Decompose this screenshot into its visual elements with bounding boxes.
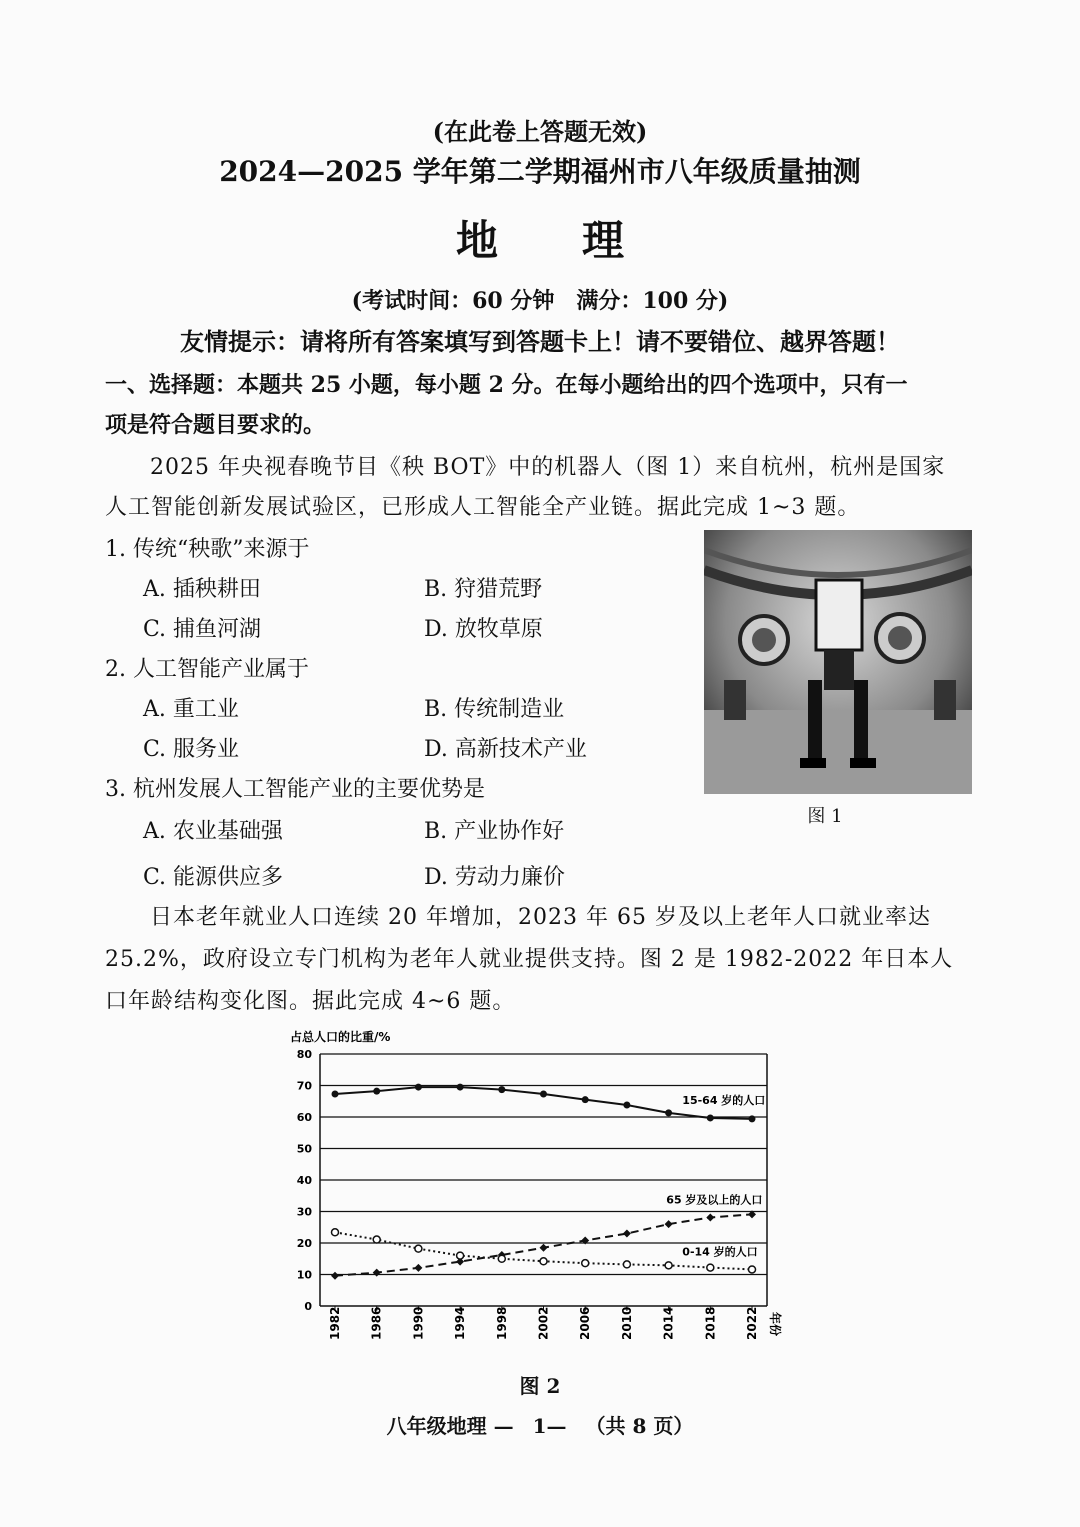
question-3-option-c: C. 能源供应多 <box>143 865 284 890</box>
figure-2-caption: 图 2 <box>519 1374 561 1398</box>
question-3-option-a: A. 农业基础强 <box>143 819 283 844</box>
data-point <box>498 1255 505 1262</box>
passage2-line3: 口年龄结构变化图。据此完成 4~6 题。 <box>105 989 516 1014</box>
invalid-notice: (在此卷上答题无效) <box>432 117 648 146</box>
y-tick-label: 10 <box>296 1268 312 1282</box>
question-1-option-d: D. 放牧草原 <box>424 617 543 642</box>
x-tick-label: 2010 <box>619 1306 634 1340</box>
y-tick-label: 20 <box>296 1237 312 1250</box>
data-point <box>332 1229 339 1236</box>
figure-1-robot-photo <box>704 530 972 794</box>
data-point <box>540 1091 547 1098</box>
exam-title: 2024—2025 学年第二学期福州市八年级质量抽测 <box>219 155 861 188</box>
passage1-line2: 人工智能创新发展试验区，已形成人工智能全产业链。据此完成 1~3 题。 <box>105 495 861 520</box>
x-tick-label: 2014 <box>661 1306 676 1340</box>
data-point <box>665 1109 672 1116</box>
y-tick-label: 50 <box>296 1142 312 1156</box>
data-point <box>373 1236 380 1243</box>
data-point <box>706 1213 714 1221</box>
data-point <box>623 1230 631 1238</box>
series-label: 65 岁及以上的人口 <box>666 1193 763 1207</box>
question-2-option-b: B. 传统制造业 <box>424 697 565 722</box>
question-1-option-a: A. 插秧耕田 <box>143 577 261 602</box>
question-3-option-d: D. 劳动力廉价 <box>424 865 565 890</box>
robot-photo-illustration <box>704 530 972 794</box>
data-point <box>414 1264 422 1272</box>
data-point <box>540 1258 547 1265</box>
data-point <box>582 1096 589 1103</box>
y-tick-label: 80 <box>296 1048 312 1061</box>
question-3-option-b: B. 产业协作好 <box>424 819 565 844</box>
y-tick-label: 30 <box>296 1205 312 1219</box>
data-point <box>749 1266 756 1273</box>
data-point <box>457 1084 464 1091</box>
data-point <box>665 1220 673 1228</box>
series-label: 15-64 岁的人口 <box>682 1093 766 1107</box>
x-tick-label: 2022 <box>745 1306 759 1340</box>
x-tick-label: 2006 <box>578 1306 593 1340</box>
passage2-line1: 日本老年就业人口连续 20 年增加，2023 年 65 岁及以上老年人口就业率达 <box>150 905 931 930</box>
data-point <box>332 1091 339 1098</box>
data-point <box>331 1272 339 1280</box>
data-point <box>623 1261 630 1268</box>
x-axis-label: 年份 <box>768 1312 782 1337</box>
data-point <box>749 1115 756 1122</box>
footer-page-number: 1— <box>532 1414 567 1438</box>
y-tick-label: 70 <box>296 1079 312 1093</box>
passage1-line1: 2025 年央视春晚节目《秧 BOT》中的机器人（图 1）来自杭州，杭州是国家 <box>150 455 946 480</box>
data-point <box>665 1262 672 1269</box>
passage2-line2: 25.2%，政府设立专门机构为老年人就业提供支持。图 2 是 1982-2022 年日本人 <box>105 947 954 972</box>
data-point <box>707 1114 714 1121</box>
x-tick-label: 1998 <box>494 1306 509 1340</box>
exam-info: (考试时间：60 分钟 满分：100 分) <box>351 288 729 314</box>
footer-subject: 八年级地理 — <box>386 1414 514 1438</box>
x-tick-label: 2018 <box>703 1306 718 1340</box>
page-footer <box>0 1410 1080 1439</box>
series-label: 0-14 岁的人口 <box>682 1245 758 1259</box>
data-point <box>540 1244 548 1252</box>
x-tick-label: 1990 <box>411 1306 426 1340</box>
question-1-option-c: C. 捕鱼河湖 <box>143 617 262 642</box>
x-tick-label: 1982 <box>328 1306 342 1340</box>
figure-2-population-chart <box>270 1025 810 1365</box>
y-axis-label: 占总人口的比重/% <box>290 1030 391 1044</box>
data-point <box>457 1252 464 1259</box>
data-point <box>707 1264 714 1271</box>
x-tick-label: 1994 <box>453 1306 468 1340</box>
data-point <box>415 1245 422 1252</box>
tip-line: 友情提示：请将所有答案填写到答题卡上！请不要错位、越界答题！ <box>180 327 900 356</box>
subject-title: 地 理 <box>455 216 624 265</box>
data-point <box>623 1102 630 1109</box>
section1-line2: 项是符合题目要求的。 <box>105 412 326 438</box>
data-point <box>373 1269 381 1277</box>
question-2-stem: 2. 人工智能产业属于 <box>105 657 309 682</box>
data-point <box>415 1084 422 1091</box>
y-tick-label: 40 <box>296 1174 312 1187</box>
x-tick-label: 2002 <box>536 1306 551 1340</box>
data-point <box>498 1086 505 1093</box>
data-point <box>582 1260 589 1267</box>
y-tick-label: 0 <box>304 1300 312 1313</box>
question-2-option-a: A. 重工业 <box>143 697 239 722</box>
section1-line1: 一、选择题：本题共 25 小题，每小题 2 分。在每小题给出的四个选项中，只有一 <box>105 372 908 398</box>
question-3-stem: 3. 杭州发展人工智能产业的主要优势是 <box>105 777 485 802</box>
figure-1-caption: 图 1 <box>807 806 843 827</box>
question-2-option-d: D. 高新技术产业 <box>424 737 587 762</box>
data-point <box>373 1088 380 1095</box>
x-tick-label: 1986 <box>369 1306 384 1340</box>
question-1-option-b: B. 狩猎荒野 <box>424 577 543 602</box>
y-tick-label: 60 <box>296 1111 312 1124</box>
question-1-stem: 1. 传统“秧歌”来源于 <box>105 537 310 562</box>
question-2-option-c: C. 服务业 <box>143 737 240 762</box>
footer-total-pages: （共 8 页） <box>585 1414 694 1438</box>
